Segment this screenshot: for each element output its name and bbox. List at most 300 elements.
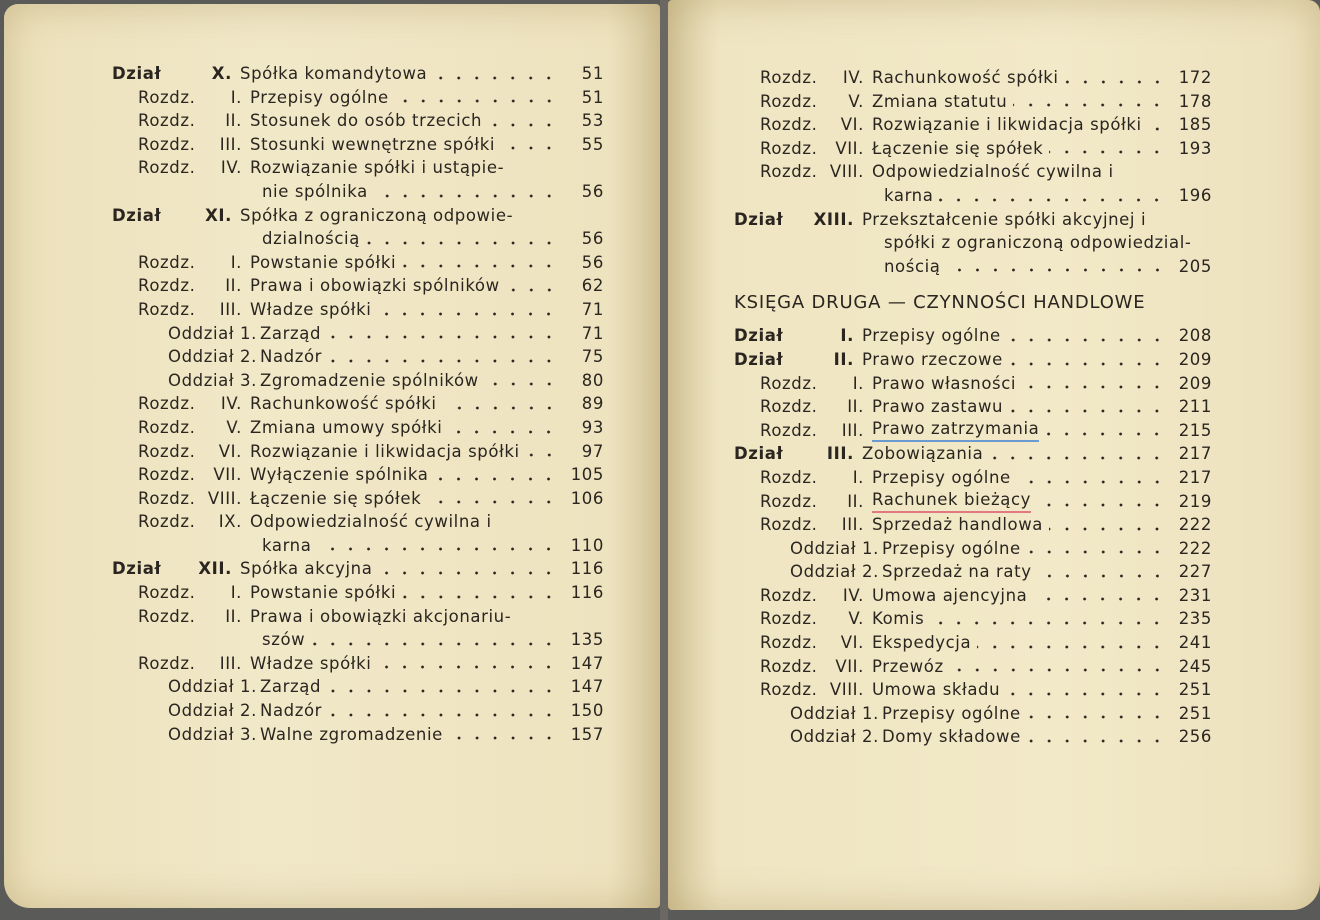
entry-page-number: 222 xyxy=(1178,538,1212,558)
entry-label: Oddział 2. xyxy=(168,347,257,367)
entry-numeral: VIII. xyxy=(829,162,864,182)
entry-page-number: 56 xyxy=(581,252,604,272)
entry-numeral: XI. xyxy=(205,205,232,225)
entry-prefix xyxy=(734,137,872,161)
entry-title: Rachunkowość spółki xyxy=(872,68,1059,87)
toc-entry xyxy=(112,204,604,228)
entry-title: Rachunek bieżący xyxy=(872,488,1031,514)
entry-numeral: II. xyxy=(833,349,854,369)
toc-entry xyxy=(734,324,1212,348)
dot-leader xyxy=(377,660,558,670)
entry-title: Ekspedycja xyxy=(872,633,972,653)
entry-page-number: 147 xyxy=(570,677,604,697)
entry-prefix xyxy=(112,675,260,699)
entry-title: Zmiana statutu xyxy=(872,91,1008,111)
entry-label: Rozdz. xyxy=(760,115,818,135)
entry-page-number: 235 xyxy=(1178,609,1212,629)
entry-prefix xyxy=(112,557,240,581)
entry-prefix xyxy=(734,560,882,584)
entry-title: karna xyxy=(262,535,312,555)
entry-prefix xyxy=(734,513,872,537)
toc-entry xyxy=(112,345,604,369)
entry-prefix xyxy=(112,322,260,346)
toc-entry xyxy=(112,322,604,346)
dot-leader xyxy=(1013,98,1166,108)
entry-prefix xyxy=(112,156,250,180)
entry-prefix xyxy=(112,416,250,440)
entry-label: Dział xyxy=(112,559,162,579)
entry-numeral: I. xyxy=(852,467,864,487)
entry-title: Łączenie się spółek xyxy=(250,488,422,508)
entry-title: Spółka z ograniczoną odpowie- xyxy=(240,205,514,225)
entry-label: Rozdz. xyxy=(138,134,196,154)
entry-prefix xyxy=(112,204,240,228)
entry-title: Rozwiązanie i likwidacja spółki xyxy=(872,115,1142,135)
entry-numeral: I. xyxy=(840,326,854,346)
entry-numeral: IV. xyxy=(220,158,242,178)
entry-label: Rozdz. xyxy=(760,420,818,440)
entry-page-number: 106 xyxy=(570,488,604,508)
entry-page-number: 222 xyxy=(1178,515,1212,535)
entry-numeral: VII. xyxy=(835,138,864,158)
entry-label: Rozdz. xyxy=(138,158,196,178)
entry-numeral xyxy=(252,675,260,699)
entry-numeral: III. xyxy=(841,515,864,535)
entry-page-number: 251 xyxy=(1178,680,1212,700)
dot-leader xyxy=(378,566,558,576)
toc-entry xyxy=(734,160,1212,184)
entry-page-number: 56 xyxy=(581,181,604,201)
toc-entry xyxy=(734,372,1212,396)
entry-title: Prawa i obowiązki spólników xyxy=(250,276,500,296)
entry-prefix xyxy=(112,699,260,723)
entry-page-number: 93 xyxy=(581,417,604,437)
entry-label: Rozdz. xyxy=(760,633,818,653)
entry-prefix xyxy=(734,725,882,749)
dot-leader xyxy=(977,640,1166,650)
entry-title: Zobowiązania xyxy=(862,444,984,464)
toc-entry xyxy=(734,678,1212,702)
entry-label: Oddział 1. xyxy=(168,677,257,697)
entry-numeral: II. xyxy=(225,606,242,626)
entry-title: spółki z ograniczoną odpowiedzial- xyxy=(884,233,1192,253)
table-of-contents-right xyxy=(734,66,1212,749)
entry-page-number: 116 xyxy=(570,583,604,603)
dot-leader xyxy=(1022,380,1166,390)
entry-title: Władze spółki xyxy=(250,653,372,673)
toc-entry xyxy=(734,584,1212,608)
entry-prefix xyxy=(734,584,872,608)
entry-numeral: VI. xyxy=(218,441,242,461)
entry-prefix xyxy=(112,652,250,676)
entry-title: Przepisy ogólne xyxy=(862,326,1001,346)
toc-entry xyxy=(112,416,604,440)
entry-page-number: 56 xyxy=(581,229,604,249)
entry-label: Oddział 2. xyxy=(790,562,879,582)
toc-entry xyxy=(734,537,1212,561)
entry-title: nie spólnika xyxy=(262,181,368,201)
entry-numeral xyxy=(252,369,260,393)
entry-title: Rozwiązanie i likwidacja spółki xyxy=(250,441,520,461)
entry-label: Rozdz. xyxy=(760,656,818,676)
dot-leader xyxy=(1009,404,1166,414)
dot-leader xyxy=(1049,145,1166,155)
entry-prefix xyxy=(734,607,872,631)
entry-numeral: XIII. xyxy=(813,209,854,229)
dot-leader xyxy=(485,377,558,387)
dot-leader xyxy=(377,307,558,317)
entry-label: Oddział 1. xyxy=(790,538,879,558)
entry-prefix xyxy=(734,419,872,443)
entry-numeral xyxy=(252,723,260,747)
entry-title: Zgromadzenie spólników xyxy=(260,370,479,390)
toc-entry xyxy=(112,86,604,110)
entry-label: Rozdz. xyxy=(760,515,818,535)
entry-label: Dział xyxy=(734,209,784,229)
entry-numeral: V. xyxy=(226,417,242,437)
toc-entry xyxy=(734,466,1212,490)
dot-leader xyxy=(427,495,558,505)
entry-title: Przekształcenie spółki akcyjnej i xyxy=(862,209,1147,229)
entry-label: Rozdz. xyxy=(760,68,818,87)
entry-title: Komis xyxy=(872,609,925,629)
entry-numeral: X. xyxy=(211,64,232,83)
entry-page-number: 209 xyxy=(1178,349,1212,369)
dot-leader xyxy=(526,448,558,458)
entry-title: Rachunkowość spółki xyxy=(250,394,437,414)
toc-entry xyxy=(112,369,604,393)
toc-entry xyxy=(112,699,604,723)
entry-title: Przewóz xyxy=(872,656,944,676)
entry-page-number: 71 xyxy=(581,323,604,343)
entry-prefix xyxy=(734,678,872,702)
table-of-contents-left xyxy=(112,62,604,746)
entry-title: Przepisy ogólne xyxy=(882,538,1021,558)
entry-numeral xyxy=(874,725,882,749)
dot-leader xyxy=(1027,734,1166,744)
entry-page-number: 185 xyxy=(1178,115,1212,135)
entry-label: Rozdz. xyxy=(138,394,196,414)
dot-leader xyxy=(501,141,558,151)
entry-page-number: 150 xyxy=(570,701,604,721)
dot-leader xyxy=(443,401,558,411)
entry-page-number: 147 xyxy=(570,653,604,673)
toc-section-bottom xyxy=(734,324,1212,749)
entry-prefix xyxy=(734,348,862,372)
toc-entry-continuation xyxy=(734,184,1212,208)
entry-prefix xyxy=(734,66,872,90)
entry-page-number: 55 xyxy=(581,134,604,154)
toc-entry-continuation xyxy=(112,628,604,652)
entry-numeral: III. xyxy=(219,134,242,154)
entry-prefix xyxy=(112,581,250,605)
entry-title: Powstanie spółki xyxy=(250,252,397,272)
entry-label: Rozdz. xyxy=(760,585,818,605)
entry-title: Sprzedaż handlowa xyxy=(872,515,1044,535)
entry-label: Rozdz. xyxy=(138,417,196,437)
toc-entry xyxy=(734,513,1212,537)
entry-title: Zmiana umowy spółki xyxy=(250,417,443,437)
dot-leader xyxy=(1049,522,1166,532)
entry-page-number: 75 xyxy=(581,347,604,367)
book-two-heading: KSIĘGA DRUGA — CZYNNOŚCI HANDLOWE xyxy=(734,292,1146,314)
dot-leader xyxy=(506,283,558,293)
entry-prefix xyxy=(112,440,250,464)
entry-label: Rozdz. xyxy=(138,653,196,673)
entry-page-number: 178 xyxy=(1178,91,1212,111)
entry-prefix xyxy=(112,251,250,275)
entry-prefix xyxy=(734,324,862,348)
toc-entry xyxy=(112,605,604,629)
entry-numeral: I. xyxy=(230,252,242,272)
entry-label: Dział xyxy=(734,444,784,464)
dot-leader xyxy=(488,118,558,128)
dot-leader xyxy=(328,354,558,364)
entry-numeral: XII. xyxy=(198,559,232,579)
toc-entry xyxy=(734,607,1212,631)
toc-entry xyxy=(734,66,1212,90)
entry-page-number: 89 xyxy=(581,394,604,414)
entry-title: Przepisy ogólne xyxy=(872,467,1011,487)
entry-numeral: I. xyxy=(852,373,864,393)
entry-label: Oddział 2. xyxy=(790,727,879,747)
entry-numeral: VI. xyxy=(840,115,864,135)
entry-label: Rozdz. xyxy=(138,299,196,319)
entry-title: Łączenie się spółek xyxy=(872,138,1044,158)
entry-numeral: I. xyxy=(230,87,242,107)
entry-prefix xyxy=(112,133,250,157)
toc-entry xyxy=(112,557,604,581)
entry-page-number: 208 xyxy=(1178,326,1212,346)
entry-title: Spółka komandytowa xyxy=(240,64,428,83)
entry-page-number: 51 xyxy=(581,64,604,83)
entry-title: Spółka akcyjna xyxy=(240,559,373,579)
left-page xyxy=(4,4,660,908)
entry-page-number: 209 xyxy=(1178,373,1212,393)
entry-prefix xyxy=(112,510,250,534)
entry-page-number: 241 xyxy=(1178,633,1212,653)
entry-page-number: 217 xyxy=(1178,467,1212,487)
entry-prefix xyxy=(734,208,862,232)
entry-numeral xyxy=(874,537,882,561)
toc-entry xyxy=(112,298,604,322)
entry-label: Dział xyxy=(734,326,784,346)
entry-numeral: VIII. xyxy=(207,488,242,508)
entry-label: Dział xyxy=(112,205,162,225)
entry-page-number: 231 xyxy=(1178,585,1212,605)
entry-label: Dział xyxy=(734,349,784,369)
entry-title: Wyłączenie spólnika xyxy=(250,465,429,485)
entry-title: Walne zgromadzenie xyxy=(260,724,443,744)
entry-label: Oddział 1. xyxy=(790,703,879,723)
entry-title: Prawo rzeczowe xyxy=(862,349,1003,369)
toc-entry xyxy=(112,392,604,416)
entry-title: Przepisy ogólne xyxy=(882,703,1021,723)
entry-label: Rozdz. xyxy=(138,276,196,296)
entry-title: Umowa składu xyxy=(872,680,1001,700)
entry-label: Rozdz. xyxy=(760,397,818,417)
toc-entry xyxy=(734,137,1212,161)
entry-title: Sprzedaż na raty xyxy=(882,562,1032,582)
book-gutter xyxy=(660,0,668,920)
toc-entry xyxy=(734,442,1212,466)
entry-label: Rozdz. xyxy=(760,162,818,182)
entry-numeral: II. xyxy=(847,397,864,417)
entry-title: Przepisy ogólne xyxy=(250,87,389,107)
entry-page-number: 211 xyxy=(1178,397,1212,417)
entry-label: Rozdz. xyxy=(138,488,196,508)
entry-numeral: VIII. xyxy=(829,680,864,700)
entry-page-number: 217 xyxy=(1178,444,1212,464)
toc-entry-continuation xyxy=(112,534,604,558)
dot-leader xyxy=(448,425,558,435)
entry-prefix xyxy=(734,395,872,419)
entry-title: Władze spółki xyxy=(250,299,372,319)
toc-entry-continuation xyxy=(734,231,1212,255)
dot-leader xyxy=(1006,687,1166,697)
dot-leader xyxy=(328,708,558,718)
dot-leader xyxy=(1017,475,1166,485)
entry-label: Oddział 1. xyxy=(168,323,257,343)
entry-title: Nadzór xyxy=(260,701,323,721)
toc-entry xyxy=(734,490,1212,514)
toc-entry-continuation xyxy=(112,180,604,204)
entry-page-number: 80 xyxy=(581,370,604,390)
dot-leader xyxy=(1065,75,1166,85)
entry-numeral: IV. xyxy=(842,68,864,87)
entry-label: Dział xyxy=(112,64,162,83)
entry-prefix xyxy=(734,372,872,396)
dot-leader xyxy=(989,451,1166,461)
entry-title: Prawo zatrzymania xyxy=(872,417,1039,443)
entry-label: Rozdz. xyxy=(138,441,196,461)
entry-prefix xyxy=(112,463,250,487)
entry-prefix xyxy=(734,90,872,114)
entry-prefix xyxy=(112,274,250,298)
entry-label: Rozdz. xyxy=(760,680,818,700)
entry-label: Rozdz. xyxy=(760,609,818,629)
entry-prefix xyxy=(734,113,872,137)
entry-prefix xyxy=(734,490,872,514)
entry-title: Stosunki wewnętrzne spółki xyxy=(250,134,496,154)
toc-entry xyxy=(734,348,1212,372)
entry-prefix xyxy=(734,537,882,561)
entry-title: Zarząd xyxy=(260,323,322,343)
dot-leader xyxy=(1037,498,1166,508)
toc-entry xyxy=(112,487,604,511)
dot-leader xyxy=(433,71,558,81)
toc-entry xyxy=(734,419,1212,443)
entry-numeral xyxy=(874,560,882,584)
dot-leader xyxy=(1033,592,1166,602)
entry-title: Odpowiedzialność cywilna i xyxy=(250,512,492,532)
entry-prefix xyxy=(112,487,250,511)
dot-leader xyxy=(947,263,1166,273)
entry-title: Rozwiązanie spółki i ustąpie- xyxy=(250,158,505,178)
entry-prefix xyxy=(112,392,250,416)
entry-numeral: II. xyxy=(225,111,242,131)
entry-title: nością xyxy=(884,256,941,276)
dot-leader xyxy=(449,731,558,741)
entry-page-number: 256 xyxy=(1178,727,1212,747)
entry-numeral xyxy=(252,699,260,723)
toc-entry xyxy=(734,725,1212,749)
entry-title: dzialnością xyxy=(262,229,360,249)
toc-entry xyxy=(112,440,604,464)
entry-page-number: 105 xyxy=(570,465,604,485)
entry-prefix xyxy=(734,466,872,490)
entry-title: karna xyxy=(884,185,934,205)
dot-leader xyxy=(1148,122,1166,132)
entry-prefix xyxy=(734,631,872,655)
toc-entry xyxy=(112,133,604,157)
entry-page-number: 172 xyxy=(1178,68,1212,87)
entry-label: Rozdz. xyxy=(138,87,196,107)
dot-leader xyxy=(395,94,558,104)
entry-title: Powstanie spółki xyxy=(250,583,397,603)
toc-entry xyxy=(734,631,1212,655)
entry-page-number: 219 xyxy=(1178,491,1212,511)
toc-entry xyxy=(734,90,1212,114)
entry-title: Stosunek do osób trzecich xyxy=(250,111,483,131)
toc-entry xyxy=(734,655,1212,679)
entry-page-number: 227 xyxy=(1178,562,1212,582)
entry-prefix xyxy=(112,345,260,369)
entry-numeral: VI. xyxy=(840,633,864,653)
toc-entry-continuation xyxy=(112,227,604,251)
entry-label: Rozdz. xyxy=(138,465,196,485)
entry-numeral: III. xyxy=(841,420,864,440)
dot-leader xyxy=(1007,333,1166,343)
entry-page-number: 71 xyxy=(581,299,604,319)
dot-leader xyxy=(374,189,558,199)
entry-page-number: 110 xyxy=(570,535,604,555)
toc-entry xyxy=(112,62,604,86)
entry-title: Prawo zastawu xyxy=(872,397,1004,417)
entry-title: Zarząd xyxy=(260,677,322,697)
entry-page-number: 245 xyxy=(1178,656,1212,676)
entry-prefix xyxy=(734,655,872,679)
entry-page-number: 193 xyxy=(1178,138,1212,158)
entry-label: Rozdz. xyxy=(138,111,196,131)
toc-section-top xyxy=(734,66,1212,278)
toc-entry xyxy=(112,109,604,133)
entry-prefix xyxy=(734,702,882,726)
dot-leader xyxy=(950,663,1166,673)
toc-entry xyxy=(112,723,604,747)
entry-prefix xyxy=(112,86,250,110)
entry-numeral: IV. xyxy=(842,585,864,605)
entry-title: Umowa ajencyjna xyxy=(872,585,1028,605)
dot-leader xyxy=(1027,545,1166,555)
entry-page-number: 53 xyxy=(581,111,604,131)
entry-numeral: III. xyxy=(826,444,854,464)
entry-numeral xyxy=(874,702,882,726)
entry-numeral: IV. xyxy=(220,394,242,414)
toc-entry xyxy=(734,702,1212,726)
entry-page-number: 97 xyxy=(581,441,604,461)
entry-page-number: 215 xyxy=(1178,420,1212,440)
toc-entry xyxy=(112,652,604,676)
entry-prefix xyxy=(112,605,250,629)
entry-page-number: 51 xyxy=(581,87,604,107)
entry-numeral: III. xyxy=(219,299,242,319)
entry-label: Oddział 3. xyxy=(168,724,257,744)
entry-numeral: I. xyxy=(230,583,242,603)
toc-entry xyxy=(734,113,1212,137)
toc-entry xyxy=(112,510,604,534)
entry-numeral xyxy=(252,322,260,346)
